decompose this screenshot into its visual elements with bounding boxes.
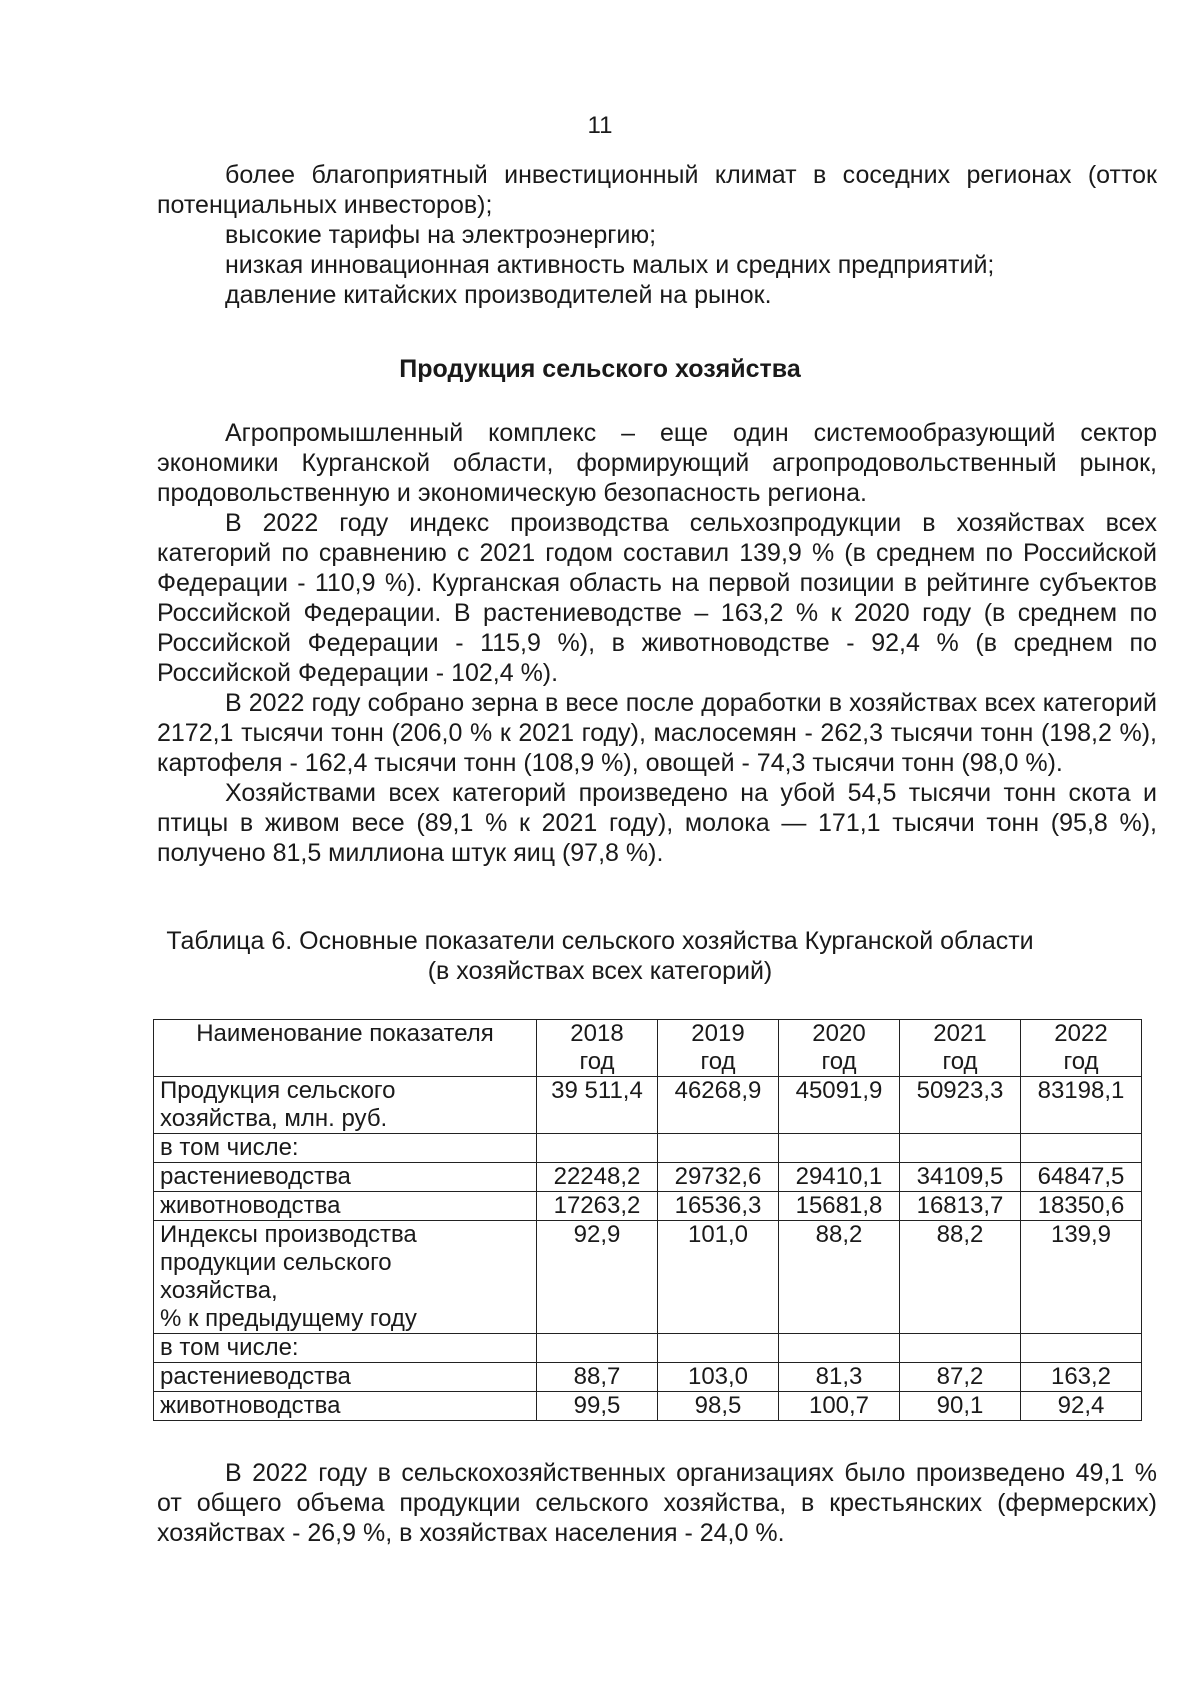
paragraph: Агропромышленный комплекс – еще один системообразующий сектор экономики Курганской области, формирующий агропродовольственный рынок, продовольственную и экономическую безопасность региона. <box>157 419 1157 507</box>
row-value-cell <box>658 1134 779 1163</box>
row-value-cell: 15681,8 <box>779 1192 900 1221</box>
row-value-cell <box>658 1334 779 1363</box>
row-value-cell: 81,3 <box>779 1363 900 1392</box>
row-value-cell: 29410,1 <box>779 1163 900 1192</box>
header-year: 2022 год <box>1021 1020 1142 1077</box>
paragraph: В 2022 году собрано зерна в весе после доработки в хозяйствах всех категорий 2172,1 тысячи тонн (206,0 % к 2021 году), маслосемян - 262,3 тысячи тонн (198,2 %), картофеля - 162,4 тысячи тонн (108,9 %), овощей - 74,3 тысячи тонн (98,0 %). <box>157 689 1157 777</box>
closing-paragraph: В 2022 году в сельскохозяйственных организациях было произведено 49,1 % от общего объема продукции сельского хозяйства, в крестьянских (фермерских) хозяйствах - 26,9 %, в хозяйствах населения - 24,0 %. <box>157 1459 1157 1547</box>
row-value-cell: 100,7 <box>779 1392 900 1421</box>
row-value-cell: 83198,1 <box>1021 1077 1142 1134</box>
intro-line-2: высокие тарифы на электроэнергию; <box>225 221 657 249</box>
row-value-cell <box>537 1134 658 1163</box>
row-value-cell: 46268,9 <box>658 1077 779 1134</box>
intro-line-3: низкая инновационная активность малых и средних предприятий; <box>225 251 995 279</box>
row-indicator-name: растениеводства <box>154 1363 537 1392</box>
row-indicator-name: Продукция сельского хозяйства, млн. руб. <box>154 1077 537 1134</box>
paragraph: В 2022 году индекс производства сельхозпродукции в хозяйствах всех категорий по сравнению с 2021 годом составил 139,9 % (в среднем по Российской Федерации - 110,9 %). Курганская область на первой позиции в рейтинге субъектов Российской Федерации. В растениеводстве – 163,2 % к 2020 году (в среднем по Российской Федерации - 115,9 %), в животноводстве - 92,4 % (в среднем по Российской Федерации - 102,4 %). <box>157 509 1157 687</box>
header-year: 2019 год <box>658 1020 779 1077</box>
section-heading: Продукция сельского хозяйства <box>399 355 801 383</box>
row-value-cell: 98,5 <box>658 1392 779 1421</box>
row-value-cell: 45091,9 <box>779 1077 900 1134</box>
row-value-cell <box>900 1134 1021 1163</box>
table-row <box>154 1392 1142 1421</box>
row-value-cell <box>1021 1334 1142 1363</box>
body-text <box>157 418 1157 868</box>
table-row <box>154 1134 1142 1163</box>
row-value-cell: 22248,2 <box>537 1163 658 1192</box>
row-value-cell: 88,7 <box>537 1363 658 1392</box>
row-value-cell: 39 511,4 <box>537 1077 658 1134</box>
row-value-cell <box>779 1334 900 1363</box>
table-caption <box>0 926 1200 986</box>
table-row <box>154 1077 1142 1134</box>
page-number: 11 <box>587 112 613 139</box>
table-row <box>154 1192 1142 1221</box>
row-value-cell <box>537 1334 658 1363</box>
row-value-cell: 92,9 <box>537 1221 658 1334</box>
row-value-cell: 163,2 <box>1021 1363 1142 1392</box>
table-row <box>154 1221 1142 1334</box>
row-indicator-name: растениеводства <box>154 1163 537 1192</box>
row-value-cell: 64847,5 <box>1021 1163 1142 1192</box>
intro-list <box>157 160 1157 310</box>
header-year: 2018 год <box>537 1020 658 1077</box>
row-value-cell <box>779 1134 900 1163</box>
row-value-cell <box>1021 1134 1142 1163</box>
row-value-cell <box>900 1334 1021 1363</box>
row-value-cell: 88,2 <box>900 1221 1021 1334</box>
row-indicator-name: животноводства <box>154 1392 537 1421</box>
header-year: 2020 год <box>779 1020 900 1077</box>
table-row <box>154 1163 1142 1192</box>
row-indicator-name: в том числе: <box>154 1334 537 1363</box>
row-indicator-name: животноводства <box>154 1192 537 1221</box>
closing-text <box>157 1458 1157 1548</box>
row-value-cell: 18350,6 <box>1021 1192 1142 1221</box>
row-value-cell: 103,0 <box>658 1363 779 1392</box>
row-value-cell: 17263,2 <box>537 1192 658 1221</box>
intro-line-1: более благоприятный инвестиционный климат в соседних регионах (отток потенциальных инвесторов); <box>157 161 1157 219</box>
row-value-cell: 99,5 <box>537 1392 658 1421</box>
row-indicator-name: Индексы производства продукции сельского хозяйства, % к предыдущему году <box>154 1221 537 1334</box>
row-value-cell: 87,2 <box>900 1363 1021 1392</box>
row-value-cell: 29732,6 <box>658 1163 779 1192</box>
table-row <box>154 1334 1142 1363</box>
table-header-row <box>154 1020 1142 1077</box>
row-value-cell: 101,0 <box>658 1221 779 1334</box>
table-row <box>154 1363 1142 1392</box>
table-caption-line-2: (в хозяйствах всех категорий) <box>427 957 773 985</box>
row-value-cell: 34109,5 <box>900 1163 1021 1192</box>
header-year: 2021 год <box>900 1020 1021 1077</box>
row-indicator-name: в том числе: <box>154 1134 537 1163</box>
agriculture-table <box>153 1019 1142 1421</box>
row-value-cell: 92,4 <box>1021 1392 1142 1421</box>
row-value-cell: 16536,3 <box>658 1192 779 1221</box>
table-caption-line-1: Таблица 6. Основные показатели сельского хозяйства Курганской области <box>166 927 1034 955</box>
intro-line-4: давление китайских производителей на рынок. <box>225 281 772 309</box>
row-value-cell: 50923,3 <box>900 1077 1021 1134</box>
row-value-cell: 88,2 <box>779 1221 900 1334</box>
header-indicator-name: Наименование показателя <box>154 1020 537 1077</box>
paragraph: Хозяйствами всех категорий произведено на убой 54,5 тысячи тонн скота и птицы в живом весе (89,1 % к 2021 году), молока — 171,1 тысячи тонн (95,8 %), получено 81,5 миллиона штук яиц (97,8 %). <box>157 779 1157 867</box>
row-value-cell: 16813,7 <box>900 1192 1021 1221</box>
row-value-cell: 90,1 <box>900 1392 1021 1421</box>
row-value-cell: 139,9 <box>1021 1221 1142 1334</box>
